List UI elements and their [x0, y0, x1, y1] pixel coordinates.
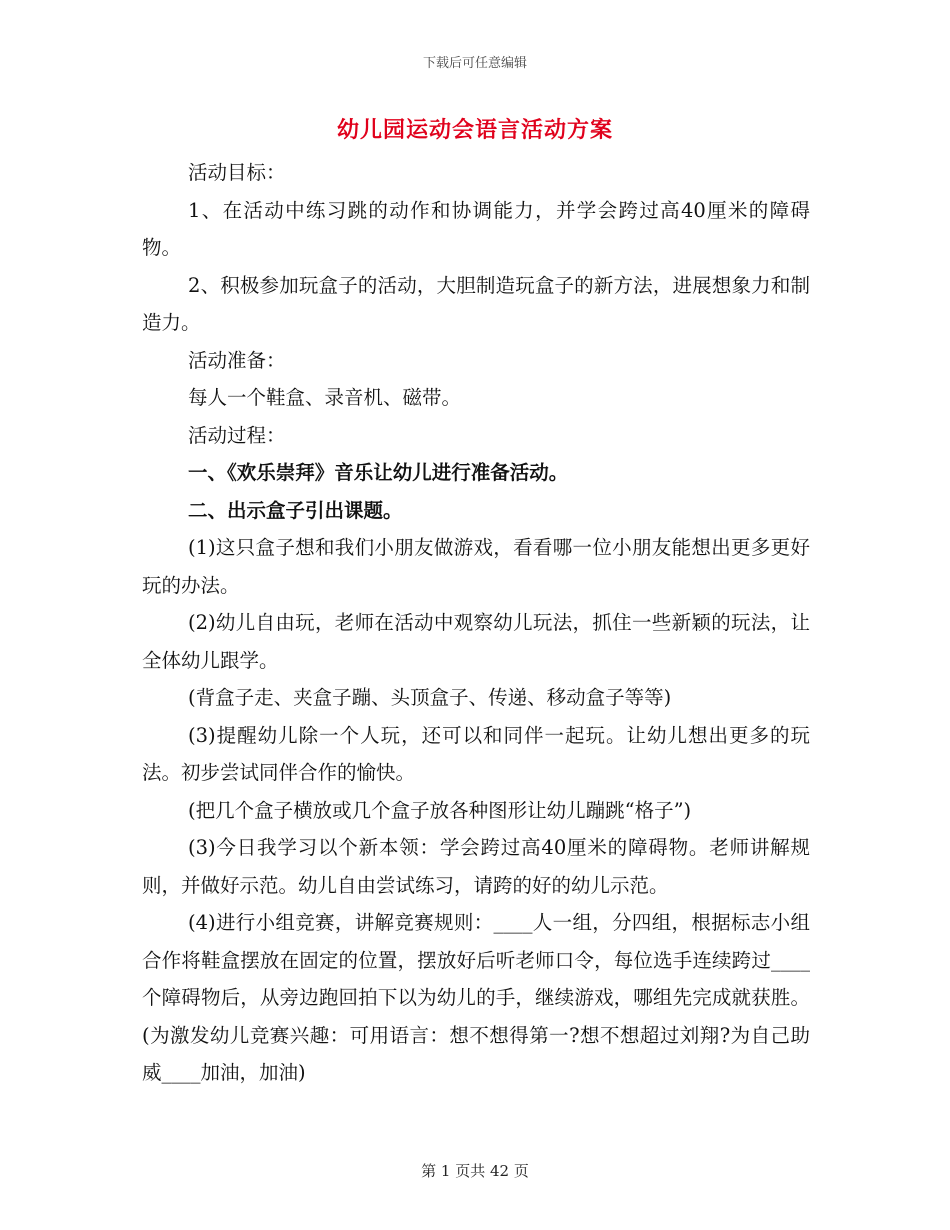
document-body — [142, 154, 810, 1092]
sub-step-4: (4)进行小组竞赛，讲解竞赛规则：____人一组，分四组，根据标志小组合作将鞋盒摆放在固定的位置，摆放好后听老师口令，每位选手连续跨过____个障碍物后，从旁边跑回拍下以为幼儿的手，继续游戏，哪组先完成就获胜。(为激发幼儿竞赛兴趣：可用语言：想不想得第一?想不想超过刘翔?为自己助威____加油，加油) — [142, 911, 810, 1084]
sub-step-3-note: (把几个盒子横放或几个盒子放各种图形让幼儿蹦跳“格子”) — [188, 798, 692, 822]
sub-step-1: (1)这只盒子想和我们小朋友做游戏，看看哪一位小朋友能想出更多更好玩的办法。 — [142, 536, 810, 597]
section-heading-preparation: 活动准备： — [188, 348, 286, 372]
sub-step-3: (3)提醒幼儿除一个人玩，还可以和同伴一起玩。让幼儿想出更多的玩法。初步尝试同伴合作的愉快。 — [142, 723, 810, 784]
process-step-2: 二、出示盒子引出课题。 — [188, 498, 403, 522]
process-step-1: 一、《欢乐崇拜》音乐让幼儿进行准备活动。 — [188, 461, 569, 484]
preparation-text: 每人一个鞋盒、录音机、磁带。 — [188, 386, 462, 409]
goal-item-1: 1、在活动中练习跳的动作和协调能力，并学会跨过高40厘米的障碍物。 — [142, 198, 810, 259]
section-heading-goals: 活动目标： — [188, 161, 286, 184]
section-heading-process: 活动过程： — [188, 423, 286, 447]
header-note: 下载后可任意编辑 — [422, 56, 527, 71]
sub-step-2: (2)幼儿自由玩，老师在活动中观察幼儿玩法，抓住一些新颖的玩法，让全体幼儿跟学。 — [142, 611, 810, 672]
page-footer: 第 1 页共 42 页 — [421, 1162, 529, 1180]
sub-step-2-note: (背盒子走、夹盒子蹦、头顶盒子、传递、移动盒子等等) — [188, 686, 672, 709]
document-title: 幼儿园运动会语言活动方案 — [336, 117, 613, 143]
sub-step-3b: (3)今日我学习以个新本领：学会跨过高40厘米的障碍物。老师讲解规则，并做好示范。幼儿自由尝试练习，请跨的好的幼儿示范。 — [142, 836, 810, 897]
goal-item-2: 2、积极参加玩盒子的活动，大胆制造玩盒子的新方法，进展想象力和制造力。 — [142, 273, 810, 334]
